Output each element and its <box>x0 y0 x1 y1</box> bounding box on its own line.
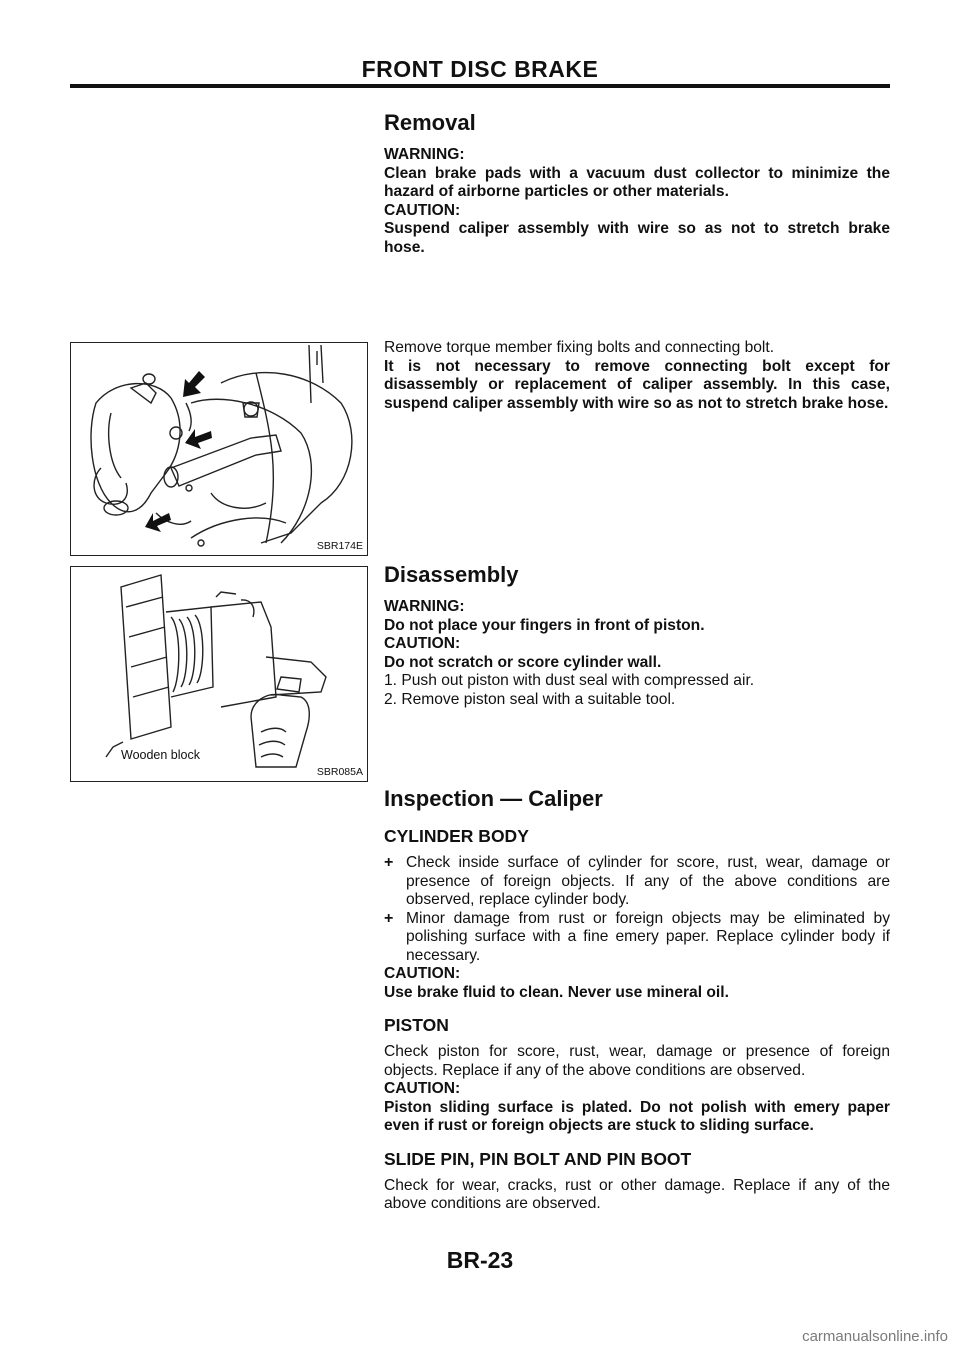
removal-instruction: Remove torque member fixing bolts and connecting bolt. <box>384 339 775 356</box>
figure-caliper-removal <box>70 342 368 556</box>
bullet-mark: + <box>384 909 394 927</box>
cylinder-body-bullet-text: Check inside surface of cylinder for score, rust, wear, damage or presence of foreign objects. If any of the above conditions are observed, replace cylinder body. <box>406 854 890 908</box>
removal-heading: Removal <box>384 110 476 135</box>
removal-section <box>384 110 890 257</box>
piston-caution-text: Piston sliding surface is plated. Do not polish with emery paper even if rust or foreign objects are stuck to sliding surface. <box>384 1098 890 1134</box>
piston-caution-label: CAUTION: <box>384 1080 461 1097</box>
piston-heading: PISTON <box>384 1015 449 1035</box>
watermark: carmanualsonline.info <box>802 1328 948 1345</box>
slide-pin-text: Check for wear, cracks, rust or other damage. Replace if any of the above conditions are observed. <box>384 1176 890 1212</box>
disassembly-section <box>384 562 890 709</box>
figure-label-wooden-block: Wooden block <box>121 748 200 762</box>
cylinder-body-heading: CYLINDER BODY <box>384 826 529 846</box>
page-header-title: FRONT DISC BRAKE <box>361 56 599 82</box>
slide-pin-heading: SLIDE PIN, PIN BOLT AND PIN BOOT <box>384 1148 692 1169</box>
cylinder-body-bullet-2 <box>384 910 890 966</box>
disassembly-step-2: 2. Remove piston seal with a suitable tool. <box>384 690 676 708</box>
removal-caution-label: CAUTION: <box>384 201 461 219</box>
inspection-heading: Inspection — Caliper <box>384 786 603 811</box>
page-number: BR-23 <box>446 1247 514 1273</box>
disassembly-warning-text: Do not place your fingers in front of piston. <box>384 616 705 634</box>
figure-code-sbr085a: SBR085A <box>316 766 363 778</box>
inspection-section <box>384 786 890 1214</box>
header-divider <box>70 84 890 88</box>
removal-warning-text: Clean brake pads with a vacuum dust collector to minimize the hazard of airborne particles or other materials. <box>384 164 890 200</box>
bullet-mark: + <box>384 854 394 871</box>
piston-removal-illustration <box>71 567 367 781</box>
figure-code-sbr174e: SBR174E <box>316 540 363 552</box>
figure-piston-removal <box>70 566 368 782</box>
cylinder-body-bullet-1 <box>384 854 890 910</box>
disassembly-step-1: 1. Push out piston with dust seal with compressed air. <box>384 672 755 689</box>
removal-note: It is not necessary to remove connecting bolt except for disassembly or replacement of caliper assembly. In this case, suspend caliper assembly with wire so as not to stretch brake hose. <box>384 357 890 412</box>
disassembly-heading: Disassembly <box>384 562 519 587</box>
cylinder-body-caution-label: CAUTION: <box>384 965 461 982</box>
removal-warning-label: WARNING: <box>384 146 465 163</box>
disassembly-caution-label: CAUTION: <box>384 635 461 652</box>
piston-text: Check piston for score, rust, wear, damage or presence of foreign objects. Replace if any of the above conditions are observed. <box>384 1043 890 1079</box>
removal-instructions <box>384 339 890 413</box>
disassembly-warning-label: WARNING: <box>384 598 465 615</box>
cylinder-body-caution-text: Use brake fluid to clean. Never use mineral oil. <box>384 983 729 1001</box>
cylinder-body-bullet-text: Minor damage from rust or foreign objects may be eliminated by polishing surface with a fine emery paper. Replace cylinder body if necessary. <box>406 909 890 964</box>
caliper-removal-illustration <box>71 343 367 555</box>
disassembly-caution-text: Do not scratch or score cylinder wall. <box>384 653 662 671</box>
removal-caution-text: Suspend caliper assembly with wire so as not to stretch brake hose. <box>384 220 890 256</box>
